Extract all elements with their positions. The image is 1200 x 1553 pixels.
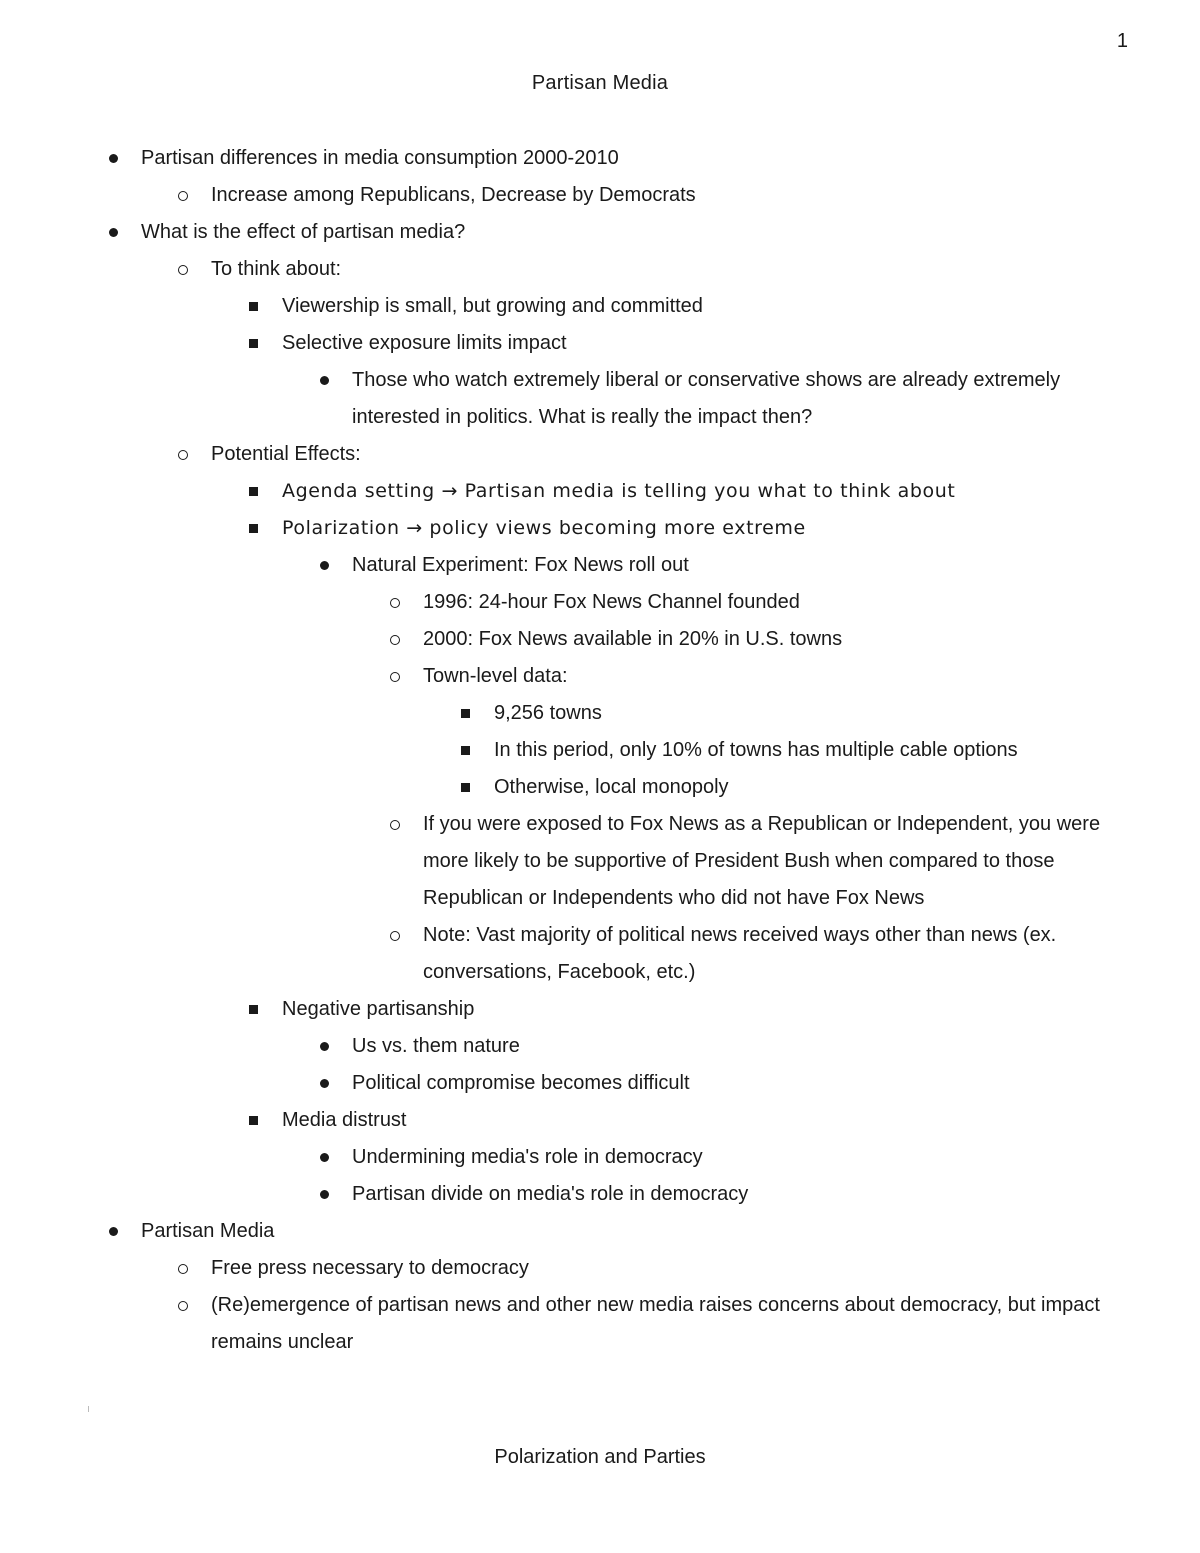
outline-item [0,732,1200,769]
outline-item [0,695,1200,732]
outline-item-text: Those who watch extremely liberal or conservative shows are already extremely interested in politics. What is really the impact then? [352,369,1061,428]
disc-bullet-icon [109,228,118,237]
disc-bullet-icon [320,1079,329,1088]
outline-item-text: Negative partisanship [282,998,475,1020]
square-bullet-icon [249,1116,258,1125]
circle-bullet-icon [178,1301,188,1311]
outline-item-text: Partisan Media [141,1220,275,1242]
outline-item-text: (Re)emergence of partisan news and other new media raises concerns about democracy, but impact remains unclear [211,1294,1100,1353]
outline-item [0,362,1200,436]
outline-item [0,547,1200,584]
outline-item [0,1213,1200,1250]
circle-bullet-icon [390,598,400,608]
outline-item [0,1028,1200,1065]
outline-item [0,806,1200,917]
outline-item [0,1250,1200,1287]
circle-bullet-icon [390,820,400,830]
outline-item-text: Potential Effects: [211,443,361,465]
outline-item-text: To think about: [211,258,342,280]
outline-item [0,1139,1200,1176]
circle-bullet-icon [178,191,188,201]
outline-item [0,436,1200,473]
outline-item [0,1102,1200,1139]
circle-bullet-icon [178,1264,188,1274]
outline-item [0,140,1200,177]
outline-item [0,1287,1200,1361]
next-section-title: Polarization and Parties [494,1446,706,1468]
outline-item [0,769,1200,806]
outline-item [0,214,1200,251]
outline-item-text: Us vs. them nature [352,1035,520,1057]
outline-item [0,251,1200,288]
page-title: Partisan Media [531,72,669,94]
outline-item [0,917,1200,991]
outline-item [0,584,1200,621]
square-bullet-icon [249,302,258,311]
disc-bullet-icon [320,1042,329,1051]
disc-bullet-icon [109,1227,118,1236]
disc-bullet-icon [320,561,329,570]
outline-item [0,177,1200,214]
outline-item-text: Political compromise becomes difficult [352,1072,690,1094]
outline-item [0,1176,1200,1213]
square-bullet-icon [249,524,258,533]
outline-item-text: If you were exposed to Fox News as a Republican or Independent, you were more likely to be supportive of President Bush when compared to those Republican or Independents who did not have Fox News [423,813,1101,909]
outline-item [0,325,1200,362]
square-bullet-icon [249,1005,258,1014]
square-bullet-icon [249,487,258,496]
outline-item-text: In this period, only 10% of towns has multiple cable options [494,739,1018,761]
outline-item-text: 2000: Fox News available in 20% in U.S. towns [423,628,843,650]
page-number: 1 [1116,30,1128,52]
square-bullet-icon [249,339,258,348]
outline-item [0,658,1200,695]
disc-bullet-icon [320,1153,329,1162]
outline-list [0,140,1200,1361]
outline-item-text: Partisan differences in media consumption 2000-2010 [141,147,619,169]
outline-item-text: 9,256 towns [494,702,602,724]
outline-item [0,473,1200,510]
circle-bullet-icon [178,450,188,460]
outline-item-text: Free press necessary to democracy [211,1257,529,1279]
outline-item-text: Partisan divide on media's role in democracy [352,1183,749,1205]
circle-bullet-icon [390,672,400,682]
disc-bullet-icon [320,1190,329,1199]
outline-item-text: Increase among Republicans, Decrease by Democrats [211,184,696,206]
outline-item-text: Viewership is small, but growing and committed [282,295,703,317]
outline-item-text: Media distrust [282,1109,407,1131]
outline-item [0,621,1200,658]
outline-item [0,510,1200,547]
disc-bullet-icon [320,376,329,385]
outline-item-text: Polarization → policy views becoming more extreme [282,517,806,539]
outline-item-text: Otherwise, local monopoly [494,776,729,798]
outline-item-text: Natural Experiment: Fox News roll out [352,554,689,576]
outline-item-text: Selective exposure limits impact [282,332,567,354]
outline-item-text: Town-level data: [423,665,568,687]
circle-bullet-icon [390,635,400,645]
margin-tick [88,1406,89,1412]
square-bullet-icon [461,746,470,755]
outline-item-text: Note: Vast majority of political news received ways other than news (ex. conversations, Facebook, etc.) [423,924,1057,983]
outline-item [0,288,1200,325]
outline-item-text: Agenda setting → Partisan media is telling you what to think about [282,480,956,502]
square-bullet-icon [461,783,470,792]
circle-bullet-icon [178,265,188,275]
outline-item [0,1065,1200,1102]
outline-item-text: Undermining media's role in democracy [352,1146,703,1168]
outline-item-text: What is the effect of partisan media? [141,221,466,243]
circle-bullet-icon [390,931,400,941]
outline-item [0,991,1200,1028]
outline-item-text: 1996: 24-hour Fox News Channel founded [423,591,800,613]
square-bullet-icon [461,709,470,718]
disc-bullet-icon [109,154,118,163]
